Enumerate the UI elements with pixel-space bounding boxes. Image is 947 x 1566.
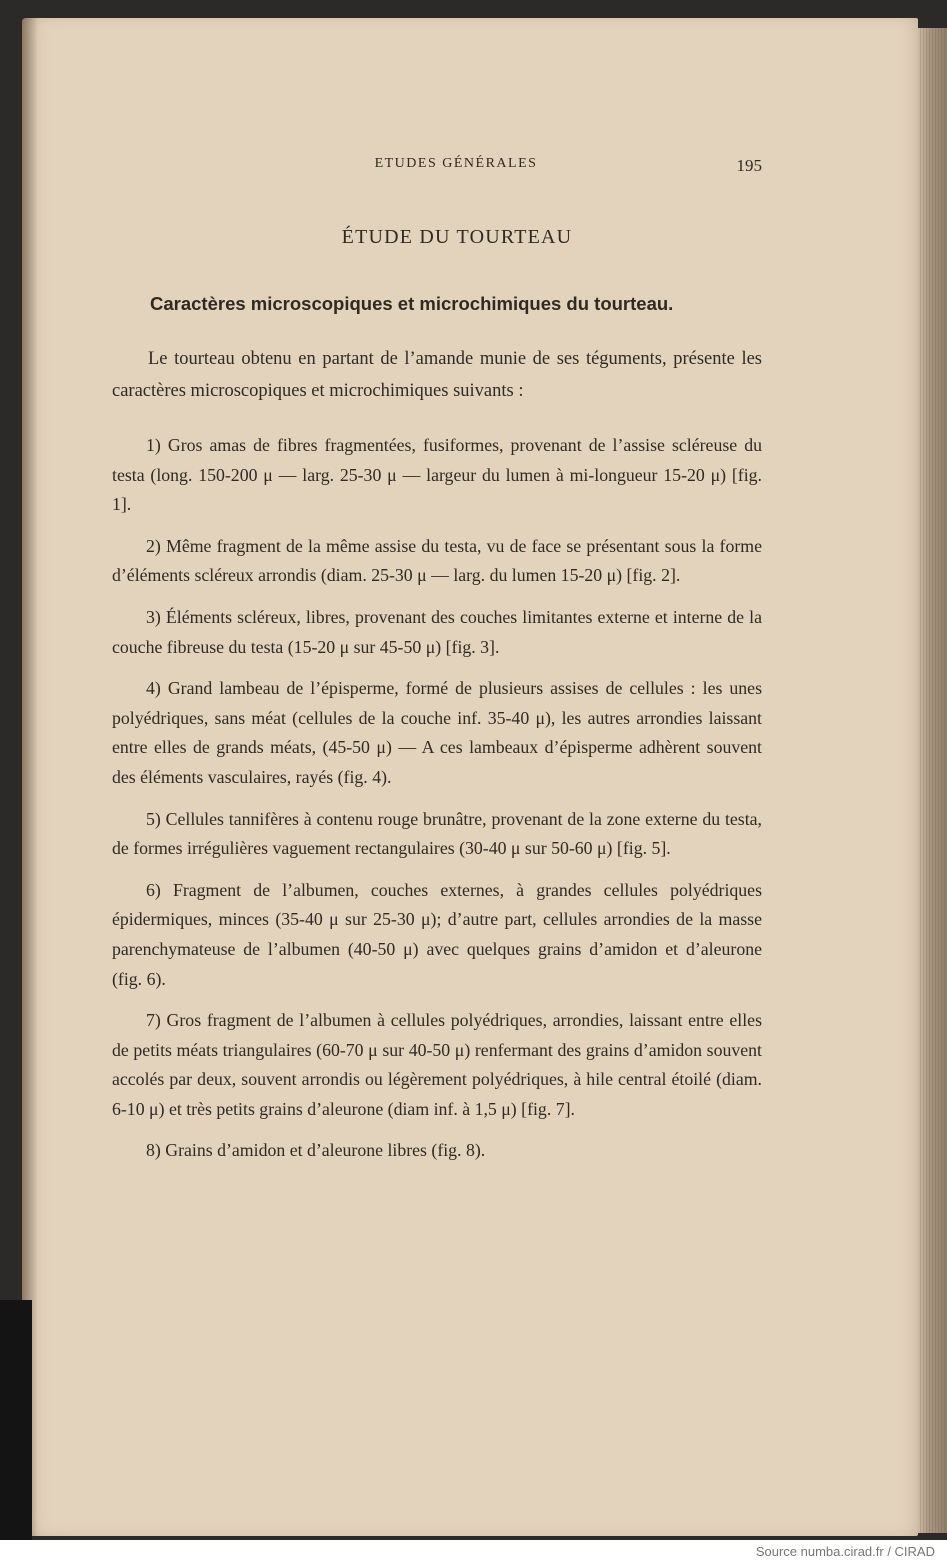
list-item: 6) Fragment de l’albumen, couches externes, à grandes cellules polyédriques épidermiques, minces (35-40 μ sur 25-30 μ); d’autre part, cellules arrondies de la masse parenchymateuse de l’albumen (40-50 μ) avec quelques grains d’amidon et d’aleurone (fig. 6). bbox=[112, 879, 762, 989]
list-item: 7) Gros fragment de l’albumen à cellules polyédriques, arrondies, laissant entre elles de petits méats triangulaires (60-70 μ sur 40-50 μ) renfermant des grains d’amidon souvent accolés par deux, souvent arrondis ou légèrement polyédriques, à hile central étoilé (diam. 6-10 μ) et très petits grains d’aleurone (diam inf. à 1,5 μ) [fig. 7]. bbox=[112, 1010, 762, 1119]
list-item: 2) Même fragment de la même assise du testa, vu de face se présentant sous la forme d’éléments scléreux arrondis (diam. 25-30 μ — larg. du lumen 15-20 μ) [fig. 2]. bbox=[112, 535, 762, 586]
page-body bbox=[112, 226, 762, 1178]
subheading: Caractères microscopiques et microchimiques du tourteau. bbox=[150, 293, 674, 314]
list-item: 4) Grand lambeau de l’épisperme, formé de plusieurs assises de cellules : les unes polyédriques, sans méat (cellules de la couche inf. 35-40 μ), les autres arrondies laissant entre elles de grands méats, (45-50 μ) — A ces lambeaux d’épisperme adhèrent souvent des éléments vasculaires, rayés (fig. 4). bbox=[112, 678, 762, 787]
list-item: 5) Cellules tannifères à contenu rouge brunâtre, provenant de la zone externe du testa, de formes irrégulières vaguement rectangulaires (30-40 μ sur 50-60 μ) [fig. 5]. bbox=[112, 808, 762, 859]
page-header bbox=[150, 156, 762, 180]
intro-paragraph: Le tourteau obtenu en partant de l’amande munie de ses téguments, présente les caractères microscopiques et microchimiques suivants : bbox=[112, 349, 762, 401]
running-title: ETUDES GÉNÉRALES bbox=[374, 156, 538, 171]
list-item: 1) Gros amas de fibres fragmentées, fusiformes, provenant de l’assise scléreuse du testa (long. 150-200 μ — larg. 25-30 μ — largeur du lumen à mi-longueur 15-20 μ) [fig. 1]. bbox=[112, 435, 762, 515]
bookmark-ribbon bbox=[0, 1300, 32, 1540]
section-title: ÉTUDE DU TOURTEAU bbox=[341, 226, 573, 248]
list-item: 8) Grains d’amidon et d’aleurone libres (fig. 8). bbox=[146, 1140, 486, 1161]
list-item: 3) Éléments scléreux, libres, provenant des couches limitantes externe et interne de la couche fibreuse du testa (15-20 μ sur 45-50 μ) [fig. 3]. bbox=[112, 606, 762, 657]
page-number: 195 bbox=[736, 156, 762, 175]
source-credit: Source numba.cirad.fr / CIRAD bbox=[755, 1544, 935, 1559]
